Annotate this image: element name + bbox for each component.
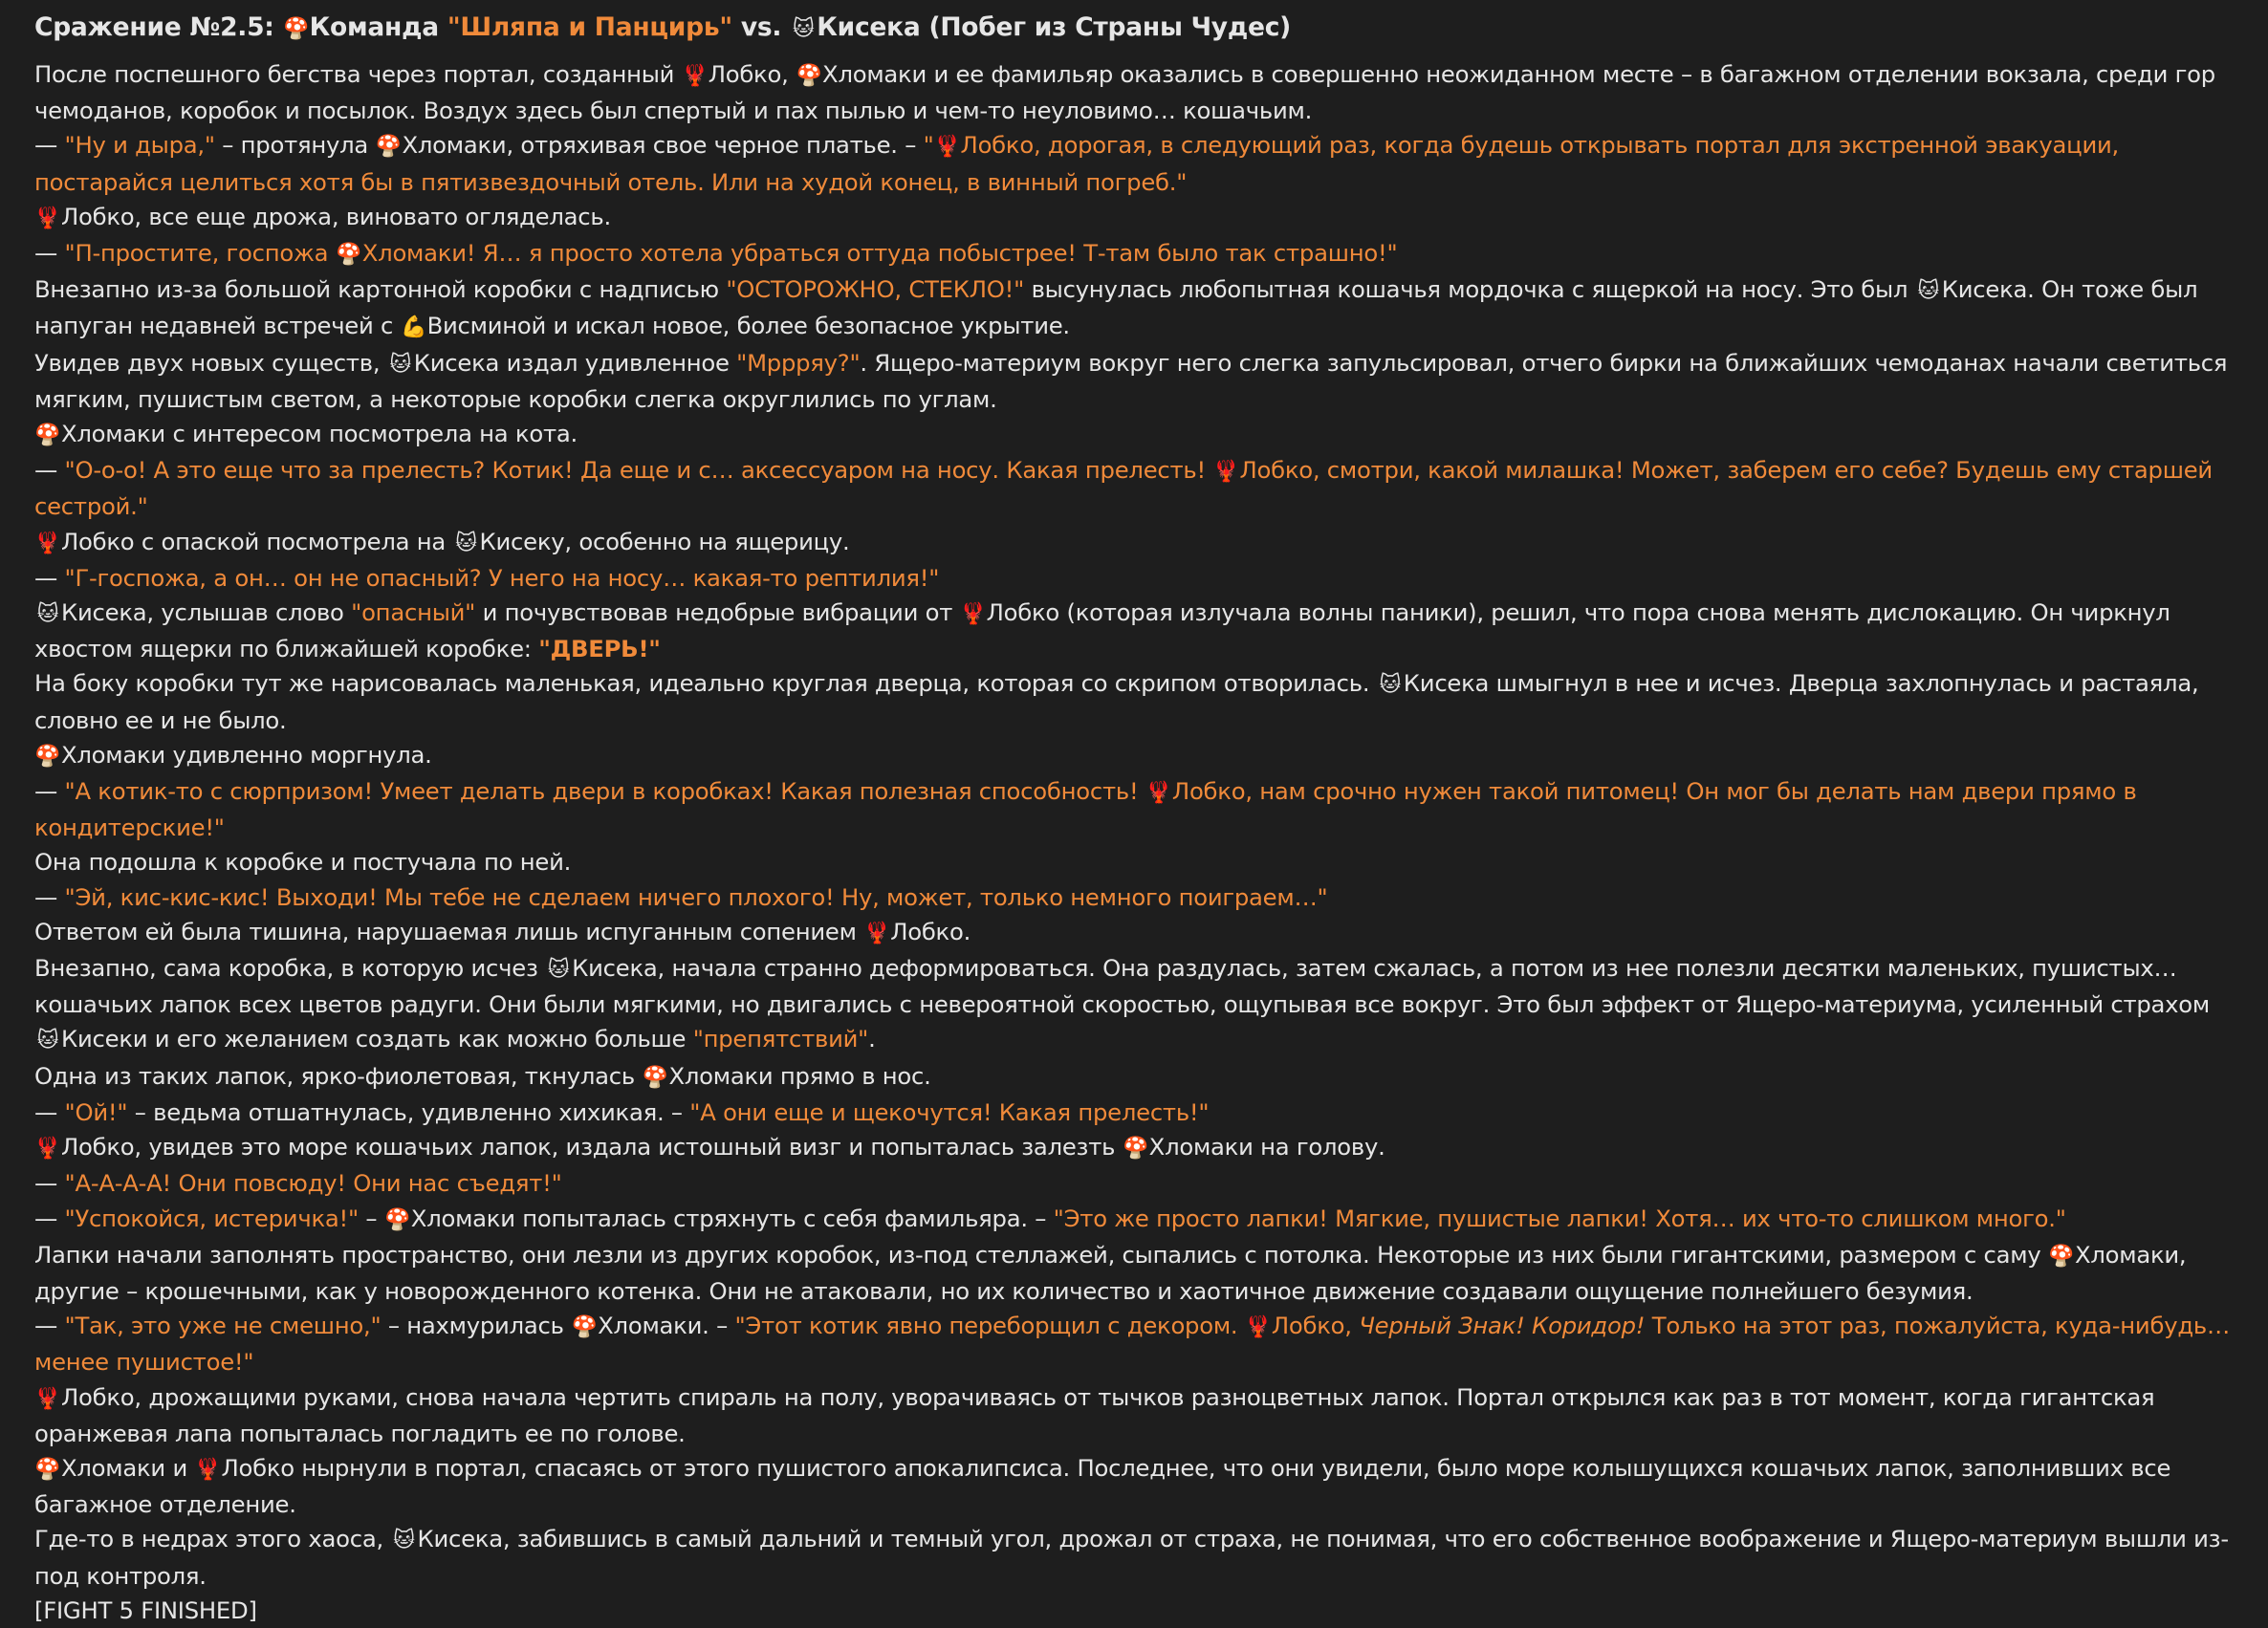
narration-text: Команда bbox=[309, 12, 447, 42]
story-paragraph bbox=[34, 1594, 2234, 1628]
cat-icon: 🐱 bbox=[389, 352, 412, 377]
quote-text: Лобко, нам срочно нужен такой питомец! Он мог бы делать нам двери прямо в кондитерские!" bbox=[34, 777, 2137, 842]
quote-text: "препятствий" bbox=[692, 1025, 869, 1053]
fight-title bbox=[34, 6, 2234, 52]
narration-text: Хломаки удивленно моргнула. bbox=[61, 740, 432, 769]
story-paragraph bbox=[34, 1238, 2234, 1309]
story-paragraph bbox=[34, 57, 2234, 128]
cat-icon: 🐱 bbox=[1917, 279, 1940, 304]
cat-icon: 🐱 bbox=[547, 958, 570, 983]
story-paragraph bbox=[34, 128, 2234, 199]
story-paragraph bbox=[34, 915, 2234, 951]
narration-text: Хломаки на голову. bbox=[1148, 1133, 1385, 1161]
quote-text: Лобко, bbox=[1271, 1312, 1360, 1340]
story-paragraph bbox=[34, 561, 2234, 596]
story-paragraph bbox=[34, 1096, 2234, 1130]
lobster-icon: 🦞 bbox=[34, 206, 61, 230]
story-paragraph bbox=[34, 1130, 2234, 1166]
quote-text: Лобко, смотри, какой милашка! Может, заберем его себе? Будешь ему старшей сестрой." bbox=[34, 456, 2213, 521]
quote-text: Только на этот раз, пожалуйста, куда-нибудь… менее пушистое!" bbox=[34, 1312, 2230, 1377]
story-paragraph bbox=[34, 845, 2234, 879]
cat-icon: 🐱 bbox=[393, 1529, 415, 1553]
hat-icon: 🍄 bbox=[34, 423, 61, 448]
narration-text: Хломаки попыталась стряхнуть с себя фамильяра. – bbox=[410, 1204, 1054, 1232]
story-paragraph bbox=[34, 1202, 2234, 1238]
lobster-icon: 🦞 bbox=[1145, 781, 1172, 806]
narration-text: . bbox=[868, 1025, 876, 1053]
chat-message bbox=[34, 6, 2234, 1628]
narration-text: Кисека, начала странно деформироваться. Она раздулась, затем сжалась, а потом из нее полезли десятки маленьких, пушистых… кошачьих лапок всех цветов радуги. Они были мягкими, но двигались с невероятной скоростью, ощупывая все вокруг. Это был эффект от Ящеро-материума, усиленный страхом bbox=[34, 954, 2210, 1019]
hat-icon: 🍄 bbox=[34, 1457, 61, 1482]
story-paragraph bbox=[34, 1166, 2234, 1201]
narration-text: Лобко. bbox=[890, 917, 971, 945]
hat-icon: 🍄 bbox=[375, 135, 403, 160]
narration-text: Внезапно, сама коробка, в которую исчез bbox=[34, 954, 546, 983]
narration-text: Кисеку, особенно на ящерицу. bbox=[479, 527, 850, 555]
lobster-icon: 🦞 bbox=[682, 64, 709, 88]
story-paragraph bbox=[34, 200, 2234, 236]
hat-icon: 🍄 bbox=[336, 243, 362, 268]
quote-text: "О-о-о! А это еще что за прелесть? Котик! Да еще и с… аксессуаром на носу. Какая прелесть! bbox=[64, 456, 1213, 485]
quote-text: "А-А-А-А! Они повсюду! Они нас съедят!" bbox=[64, 1169, 562, 1198]
narration-text: — bbox=[34, 1312, 65, 1340]
hat-icon: 🍄 bbox=[2048, 1244, 2075, 1269]
story-paragraph bbox=[34, 236, 2234, 272]
narration-text: — bbox=[34, 777, 65, 806]
quote-text: "П-простите, госпожа bbox=[64, 239, 336, 268]
quote-text: "Мррряу?" bbox=[736, 348, 861, 377]
narration-text: – ведьма отшатнулась, удивленно хихикая. – bbox=[127, 1097, 690, 1126]
narration-text: [FIGHT 5 FINISHED] bbox=[34, 1595, 257, 1624]
quote-text: "Этот котик явно переборщил с декором. bbox=[734, 1312, 1245, 1340]
narration-text: Лобко, увидев это море кошачьих лапок, издала истошный визг и попыталась залезть bbox=[61, 1133, 1123, 1161]
lobster-icon: 🦞 bbox=[863, 921, 890, 945]
quote-text: "опасный" bbox=[351, 598, 476, 627]
quote-text: "Эй, кис-кис-кис! Выходи! Мы тебе не сделаем ничего плохого! Ну, может, только немного поиграем…" bbox=[64, 882, 1328, 911]
narration-text: — bbox=[34, 563, 65, 592]
quote-text: "Ну и дыра," bbox=[64, 131, 215, 160]
story-paragraph bbox=[34, 880, 2234, 915]
narration-text: Хломаки и ее фамильяр оказались в совершенно неожиданном месте – в багажном отделении вокзала, среди гор чемоданов, коробок и посылок. Воздух здесь был спертый и пах пылью и чем-то неуловимо… кошачьим. bbox=[34, 60, 2215, 125]
story-paragraph bbox=[34, 1309, 2234, 1379]
lobster-icon: 🦞 bbox=[34, 531, 61, 555]
narration-text: . Ящеро-материум вокруг него слегка запульсировал, отчего бирки на ближайших чемоданах начали светиться мягким, пушистым светом, а некоторые коробки слегка округлились по углам. bbox=[34, 348, 2228, 413]
narration-text: Хломаки. – bbox=[598, 1312, 735, 1340]
lobster-icon: 🦞 bbox=[1245, 1315, 1272, 1340]
narration-text: Лобко с опаской посмотрела на bbox=[61, 527, 453, 555]
narration-text: – протянула bbox=[214, 131, 376, 160]
story-paragraph bbox=[34, 738, 2234, 774]
quote-text: "А котик-то с сюрпризом! Умеет делать двери в коробках! Какая полезная способность! bbox=[64, 777, 1145, 806]
narration-text: Лобко нырнули в портал, спасаясь от этого пушистого апокалипсиса. Последнее, что они увидели, было море колышущихся кошачьих лапок, заполнивших все багажное отделение. bbox=[34, 1453, 2171, 1519]
narration-text: Кисека издал удивленное bbox=[413, 348, 737, 377]
narration-text: Ответом ей была тишина, нарушаемая лишь испуганным сопением bbox=[34, 917, 864, 945]
narration-text: vs. bbox=[731, 12, 791, 42]
narration-text: Она подошла к коробке и постучала по ней. bbox=[34, 848, 572, 877]
story-paragraph bbox=[34, 417, 2234, 453]
story-paragraph bbox=[34, 453, 2234, 524]
quote-text: "Ой!" bbox=[64, 1097, 128, 1126]
narration-text: Кисека, услышав слово bbox=[61, 598, 352, 627]
lobster-icon: 🦞 bbox=[960, 602, 987, 627]
narration-text: — bbox=[34, 239, 65, 268]
story-paragraph bbox=[34, 774, 2234, 845]
narration-text: — bbox=[34, 1169, 65, 1198]
story-paragraph bbox=[34, 596, 2234, 666]
quote-text: "Так, это уже не смешно," bbox=[64, 1312, 382, 1340]
story-paragraph bbox=[34, 525, 2234, 561]
quote-text: "Успокойся, истеричка!" bbox=[64, 1204, 359, 1232]
narration-text: Висминой и искал новое, более безопасное укрытие. bbox=[426, 312, 1070, 340]
narration-text: – нахмурилась bbox=[381, 1312, 572, 1340]
story-paragraph bbox=[34, 1451, 2234, 1522]
hat-icon: 🍄 bbox=[571, 1315, 598, 1340]
narration-text: Хломаки прямо в нос. bbox=[668, 1061, 931, 1090]
narration-text: Внезапно из-за большой картонной коробки с надписью bbox=[34, 275, 727, 304]
quote-text: "А они еще и щекочутся! Какая прелесть!" bbox=[689, 1097, 1210, 1126]
hat-icon: 🍄 bbox=[283, 17, 310, 41]
story-paragraph bbox=[34, 666, 2234, 737]
narration-text: — bbox=[34, 1204, 65, 1232]
narration-text: Лапки начали заполнять пространство, они лезли из других коробок, из-под стеллажей, сыпались с потолка. Некоторые из них были гигантскими, размером с саму bbox=[34, 1240, 2048, 1269]
hat-icon: 🍄 bbox=[34, 744, 61, 769]
story-paragraph bbox=[34, 951, 2234, 1059]
narration-text: После поспешного бегства через портал, созданный bbox=[34, 60, 682, 88]
cat-icon: 🐱 bbox=[36, 602, 59, 627]
narration-text: Сражение №2.5: bbox=[34, 12, 283, 42]
lobster-icon: 🦞 bbox=[194, 1457, 222, 1482]
story-paragraph bbox=[34, 1380, 2234, 1451]
narration-text: Где-то в недрах этого хаоса, bbox=[34, 1525, 391, 1553]
story-paragraph bbox=[34, 272, 2234, 345]
story-paragraph bbox=[34, 1059, 2234, 1096]
narration-text: Лобко, все еще дрожа, виновато огляделась. bbox=[61, 202, 611, 230]
narration-text: Хломаки, другие – крошечными, как у новорожденного котенка. Они не атаковали, но их количество и хаотичное движение создавали ощущение полнейшего безумия. bbox=[34, 1240, 2187, 1305]
narration-text: Одна из таких лапок, ярко-фиолетовая, ткнулась bbox=[34, 1061, 643, 1090]
hat-icon: 🍄 bbox=[796, 64, 822, 88]
narration-text: – bbox=[358, 1204, 384, 1232]
narration-text: Кисека. Он тоже был напуган недавней встречей с bbox=[34, 275, 2198, 340]
narration-text: Хломаки и bbox=[61, 1453, 195, 1482]
story-paragraph bbox=[34, 1522, 2234, 1593]
narration-text: — bbox=[34, 456, 65, 485]
quote-text: "ДВЕРЬ!" bbox=[538, 635, 661, 663]
narration-text: Кисека (Побег из Страны Чудес) bbox=[817, 12, 1292, 42]
narration-text: Кисека шмыгнул в нее и исчез. Дверца захлопнулась и растаяла, словно ее и не было. bbox=[34, 669, 2199, 734]
narration-text: высунулась любопытная кошачья мордочка с ящеркой на носу. Это был bbox=[1024, 275, 1915, 304]
flexed-arm-icon: 💪 bbox=[401, 315, 427, 340]
cat-icon: 🐱 bbox=[455, 531, 477, 555]
narration-text: На боку коробки тут же нарисовалась маленькая, идеально круглая дверца, которая со скрипом отворилась. bbox=[34, 669, 1377, 698]
quote-text: "Г-госпожа, а он… он не опасный? У него на носу… какая-то рептилия!" bbox=[64, 563, 940, 592]
cat-icon: 🐱 bbox=[36, 1029, 59, 1053]
story-paragraph bbox=[34, 346, 2234, 417]
narration-text: Увидев двух новых существ, bbox=[34, 348, 387, 377]
story-body bbox=[34, 57, 2234, 1628]
hat-icon: 🍄 bbox=[1123, 1137, 1149, 1161]
hat-icon: 🍄 bbox=[384, 1207, 411, 1232]
narration-text: — bbox=[34, 131, 65, 160]
lobster-icon: 🦞 bbox=[1212, 460, 1240, 485]
quote-text: " bbox=[923, 131, 934, 160]
lobster-icon: 🦞 bbox=[34, 1386, 61, 1411]
narration-text: Хломаки, отряхивая свое черное платье. – bbox=[402, 131, 924, 160]
narration-text: Лобко, дрожащими руками, снова начала чертить спираль на полу, уворачиваясь от тычков разноцветных лапок. Портал открылся как раз в тот момент, когда гигантская оранжевая лапа попыталась погладить ее по голове. bbox=[34, 1382, 2155, 1447]
quote-text: Черный Знак! Коридор! bbox=[1359, 1312, 1646, 1340]
cat-icon: 🐱 bbox=[792, 17, 815, 41]
cat-icon: 🐱 bbox=[1379, 673, 1402, 698]
quote-text: "Шляпа и Панцирь" bbox=[447, 12, 732, 42]
narration-text: Кисека, забившись в самый дальний и темный угол, дрожал от страха, не понимая, что его собственное воображение и Ящеро-материум вышли из-под контроля. bbox=[34, 1525, 2229, 1590]
narration-text: и почувствовав недобрые вибрации от bbox=[475, 598, 960, 627]
lobster-icon: 🦞 bbox=[933, 135, 961, 160]
narration-text: Лобко, bbox=[708, 60, 796, 88]
narration-text: — bbox=[34, 1097, 65, 1126]
narration-text: Кисеки и его желанием создать как можно больше bbox=[61, 1025, 693, 1053]
lobster-icon: 🦞 bbox=[34, 1137, 61, 1161]
quote-text: "ОСТОРОЖНО, СТЕКЛО!" bbox=[726, 275, 1025, 304]
narration-text: Хломаки с интересом посмотрела на кота. bbox=[61, 420, 578, 448]
narration-text: — bbox=[34, 882, 65, 911]
quote-text: Хломаки! Я… я просто хотела убраться оттуда побыстрее! Т-там было так страшно!" bbox=[361, 239, 1398, 268]
quote-text: Лобко, дорогая, в следующий раз, когда будешь открывать портал для экстренной эвакуации, постарайся целиться хотя бы в пятизвездочный отель. Или на худой конец, в винный погреб." bbox=[34, 131, 2120, 196]
narration-text: Лобко (которая излучала волны паники), решил, что пора снова менять дислокацию. Он чиркнул хвостом ящерки по ближайшей коробке: bbox=[34, 598, 2170, 663]
hat-icon: 🍄 bbox=[642, 1065, 669, 1090]
quote-text: "Это же просто лапки! Мягкие, пушистые лапки! Хотя… их что-то слишком много." bbox=[1053, 1204, 2066, 1232]
